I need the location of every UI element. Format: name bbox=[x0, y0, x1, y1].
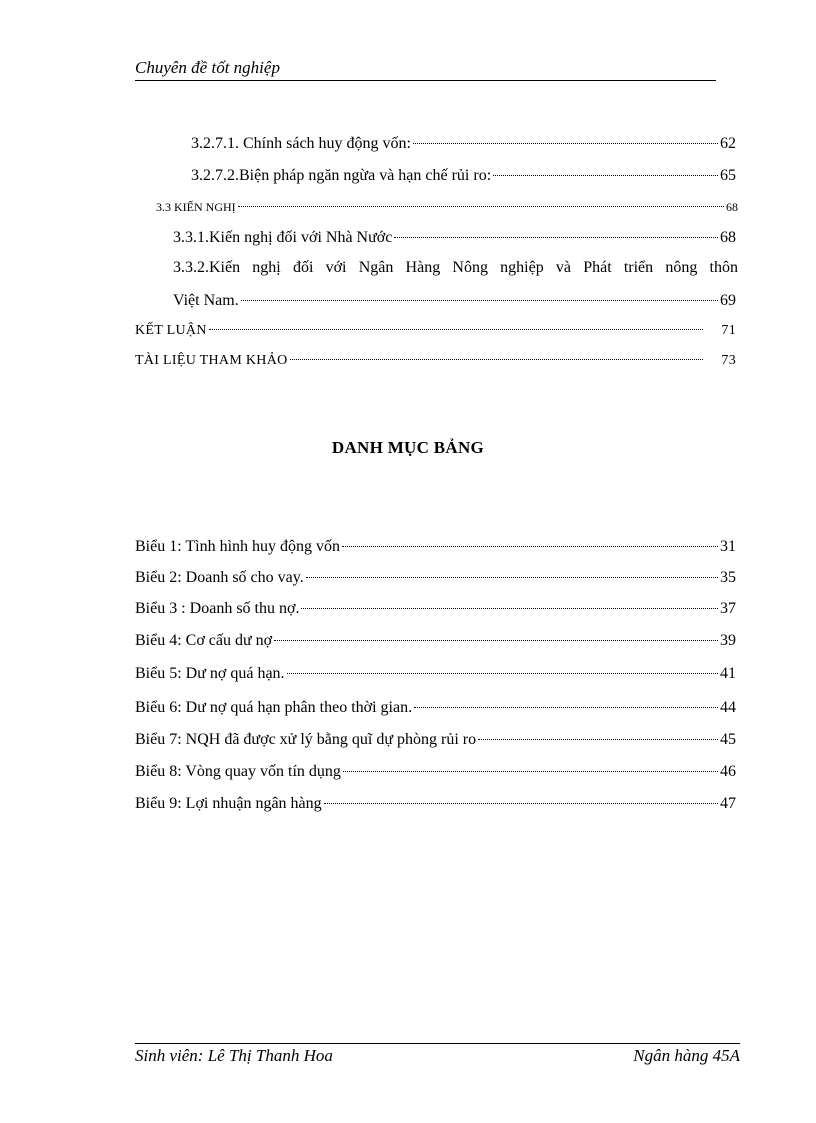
table-list-page: 35 bbox=[720, 569, 736, 586]
table-list-entry bbox=[135, 569, 736, 587]
table-list-entry bbox=[135, 763, 736, 781]
table-list-page: 47 bbox=[720, 795, 736, 812]
toc-entry bbox=[191, 135, 736, 153]
leader-dots bbox=[301, 608, 718, 609]
toc-entry-label: 3.2.7.2.Biện pháp ngăn ngừa và hạn chế rủi ro: bbox=[191, 167, 492, 184]
leader-dots bbox=[414, 707, 718, 708]
table-list-page: 46 bbox=[720, 763, 736, 780]
toc-entry-page: 62 bbox=[720, 135, 736, 152]
table-list-page: 44 bbox=[720, 699, 736, 716]
footer-divider bbox=[135, 1043, 740, 1044]
table-list-page: 41 bbox=[720, 665, 736, 682]
toc-entry-label: KẾT LUẬN bbox=[135, 323, 207, 338]
leader-dots bbox=[324, 803, 718, 804]
toc-entry-page: 71 bbox=[721, 323, 736, 338]
footer-student: Sinh viên: Lê Thị Thanh Hoa bbox=[135, 1046, 333, 1065]
toc-entry-label-line1: 3.3.2.Kiến nghị đối với Ngân Hàng Nông nghiệp và Phát triển nông thôn bbox=[173, 259, 738, 276]
table-list-label: Biểu 7: NQH đã được xử lý bằng quĩ dự phòng rủi ro bbox=[135, 731, 477, 748]
toc-entry-page: 65 bbox=[720, 167, 736, 184]
leader-dots bbox=[493, 175, 718, 176]
table-list-entry bbox=[135, 795, 736, 813]
toc-entry-label: TÀI LIỆU THAM KHẢO bbox=[135, 353, 288, 368]
toc-entry bbox=[173, 292, 736, 310]
table-list-label: Biểu 9: Lợi nhuận ngân hàng bbox=[135, 795, 322, 812]
leader-dots bbox=[238, 206, 724, 207]
table-list-label: Biểu 5: Dư nợ quá hạn. bbox=[135, 665, 285, 682]
leader-dots bbox=[342, 546, 718, 547]
toc-entry-page: 73 bbox=[721, 353, 736, 368]
table-list-page: 39 bbox=[720, 632, 736, 649]
leader-dots bbox=[394, 237, 718, 238]
leader-dots bbox=[287, 673, 718, 674]
toc-entry-label: 3.3.1.Kiến nghị đối với Nhà Nước bbox=[173, 229, 393, 246]
table-list-entry bbox=[135, 632, 736, 650]
footer-class: Ngân hàng 45A bbox=[633, 1046, 740, 1065]
leader-dots bbox=[290, 359, 704, 360]
leader-dots bbox=[306, 577, 718, 578]
leader-dots bbox=[478, 739, 718, 740]
table-list-entry bbox=[135, 699, 736, 717]
leader-dots bbox=[241, 300, 718, 301]
toc-entry bbox=[191, 167, 736, 185]
toc-entry-page: 68 bbox=[720, 229, 736, 246]
toc-entry-label: 3.2.7.1. Chính sách huy động vốn: bbox=[191, 135, 411, 152]
table-list-label: Biểu 1: Tình hình huy động vốn bbox=[135, 538, 341, 555]
table-list-page: 45 bbox=[720, 731, 736, 748]
table-list-entry bbox=[135, 665, 736, 683]
leader-dots bbox=[274, 640, 718, 641]
table-list-label: Biểu 6: Dư nợ quá hạn phân theo thời gian. bbox=[135, 699, 413, 716]
leader-dots bbox=[209, 329, 704, 330]
leader-dots bbox=[413, 143, 718, 144]
toc-entry-label: 3.3 KIẾN NGHỊ bbox=[156, 200, 236, 214]
section-title: DANH MỤC BẢNG bbox=[331, 438, 485, 457]
toc-entry bbox=[156, 200, 738, 215]
table-list-entry bbox=[135, 600, 736, 618]
table-list-entry bbox=[135, 731, 736, 749]
toc-entry-page: 69 bbox=[720, 292, 736, 309]
table-list-label: Biểu 8: Vòng quay vốn tín dụng bbox=[135, 763, 341, 780]
table-list-entry bbox=[135, 538, 736, 556]
toc-entry bbox=[173, 229, 736, 247]
table-list-label: Biểu 3 : Doanh số thu nợ. bbox=[135, 600, 300, 617]
toc-entry-page: 68 bbox=[726, 200, 738, 214]
page-header: Chuyên đề tốt nghiệp bbox=[135, 58, 716, 81]
table-list-page: 37 bbox=[720, 600, 736, 617]
toc-entry-label: Việt Nam. bbox=[173, 292, 239, 309]
table-list-page: 31 bbox=[720, 538, 736, 555]
toc-entry bbox=[135, 353, 736, 369]
toc-entry bbox=[135, 323, 736, 339]
leader-dots bbox=[343, 771, 718, 772]
table-list-label: Biểu 4: Cơ cấu dư nợ bbox=[135, 632, 273, 649]
table-list-label: Biểu 2: Doanh số cho vay. bbox=[135, 569, 304, 586]
